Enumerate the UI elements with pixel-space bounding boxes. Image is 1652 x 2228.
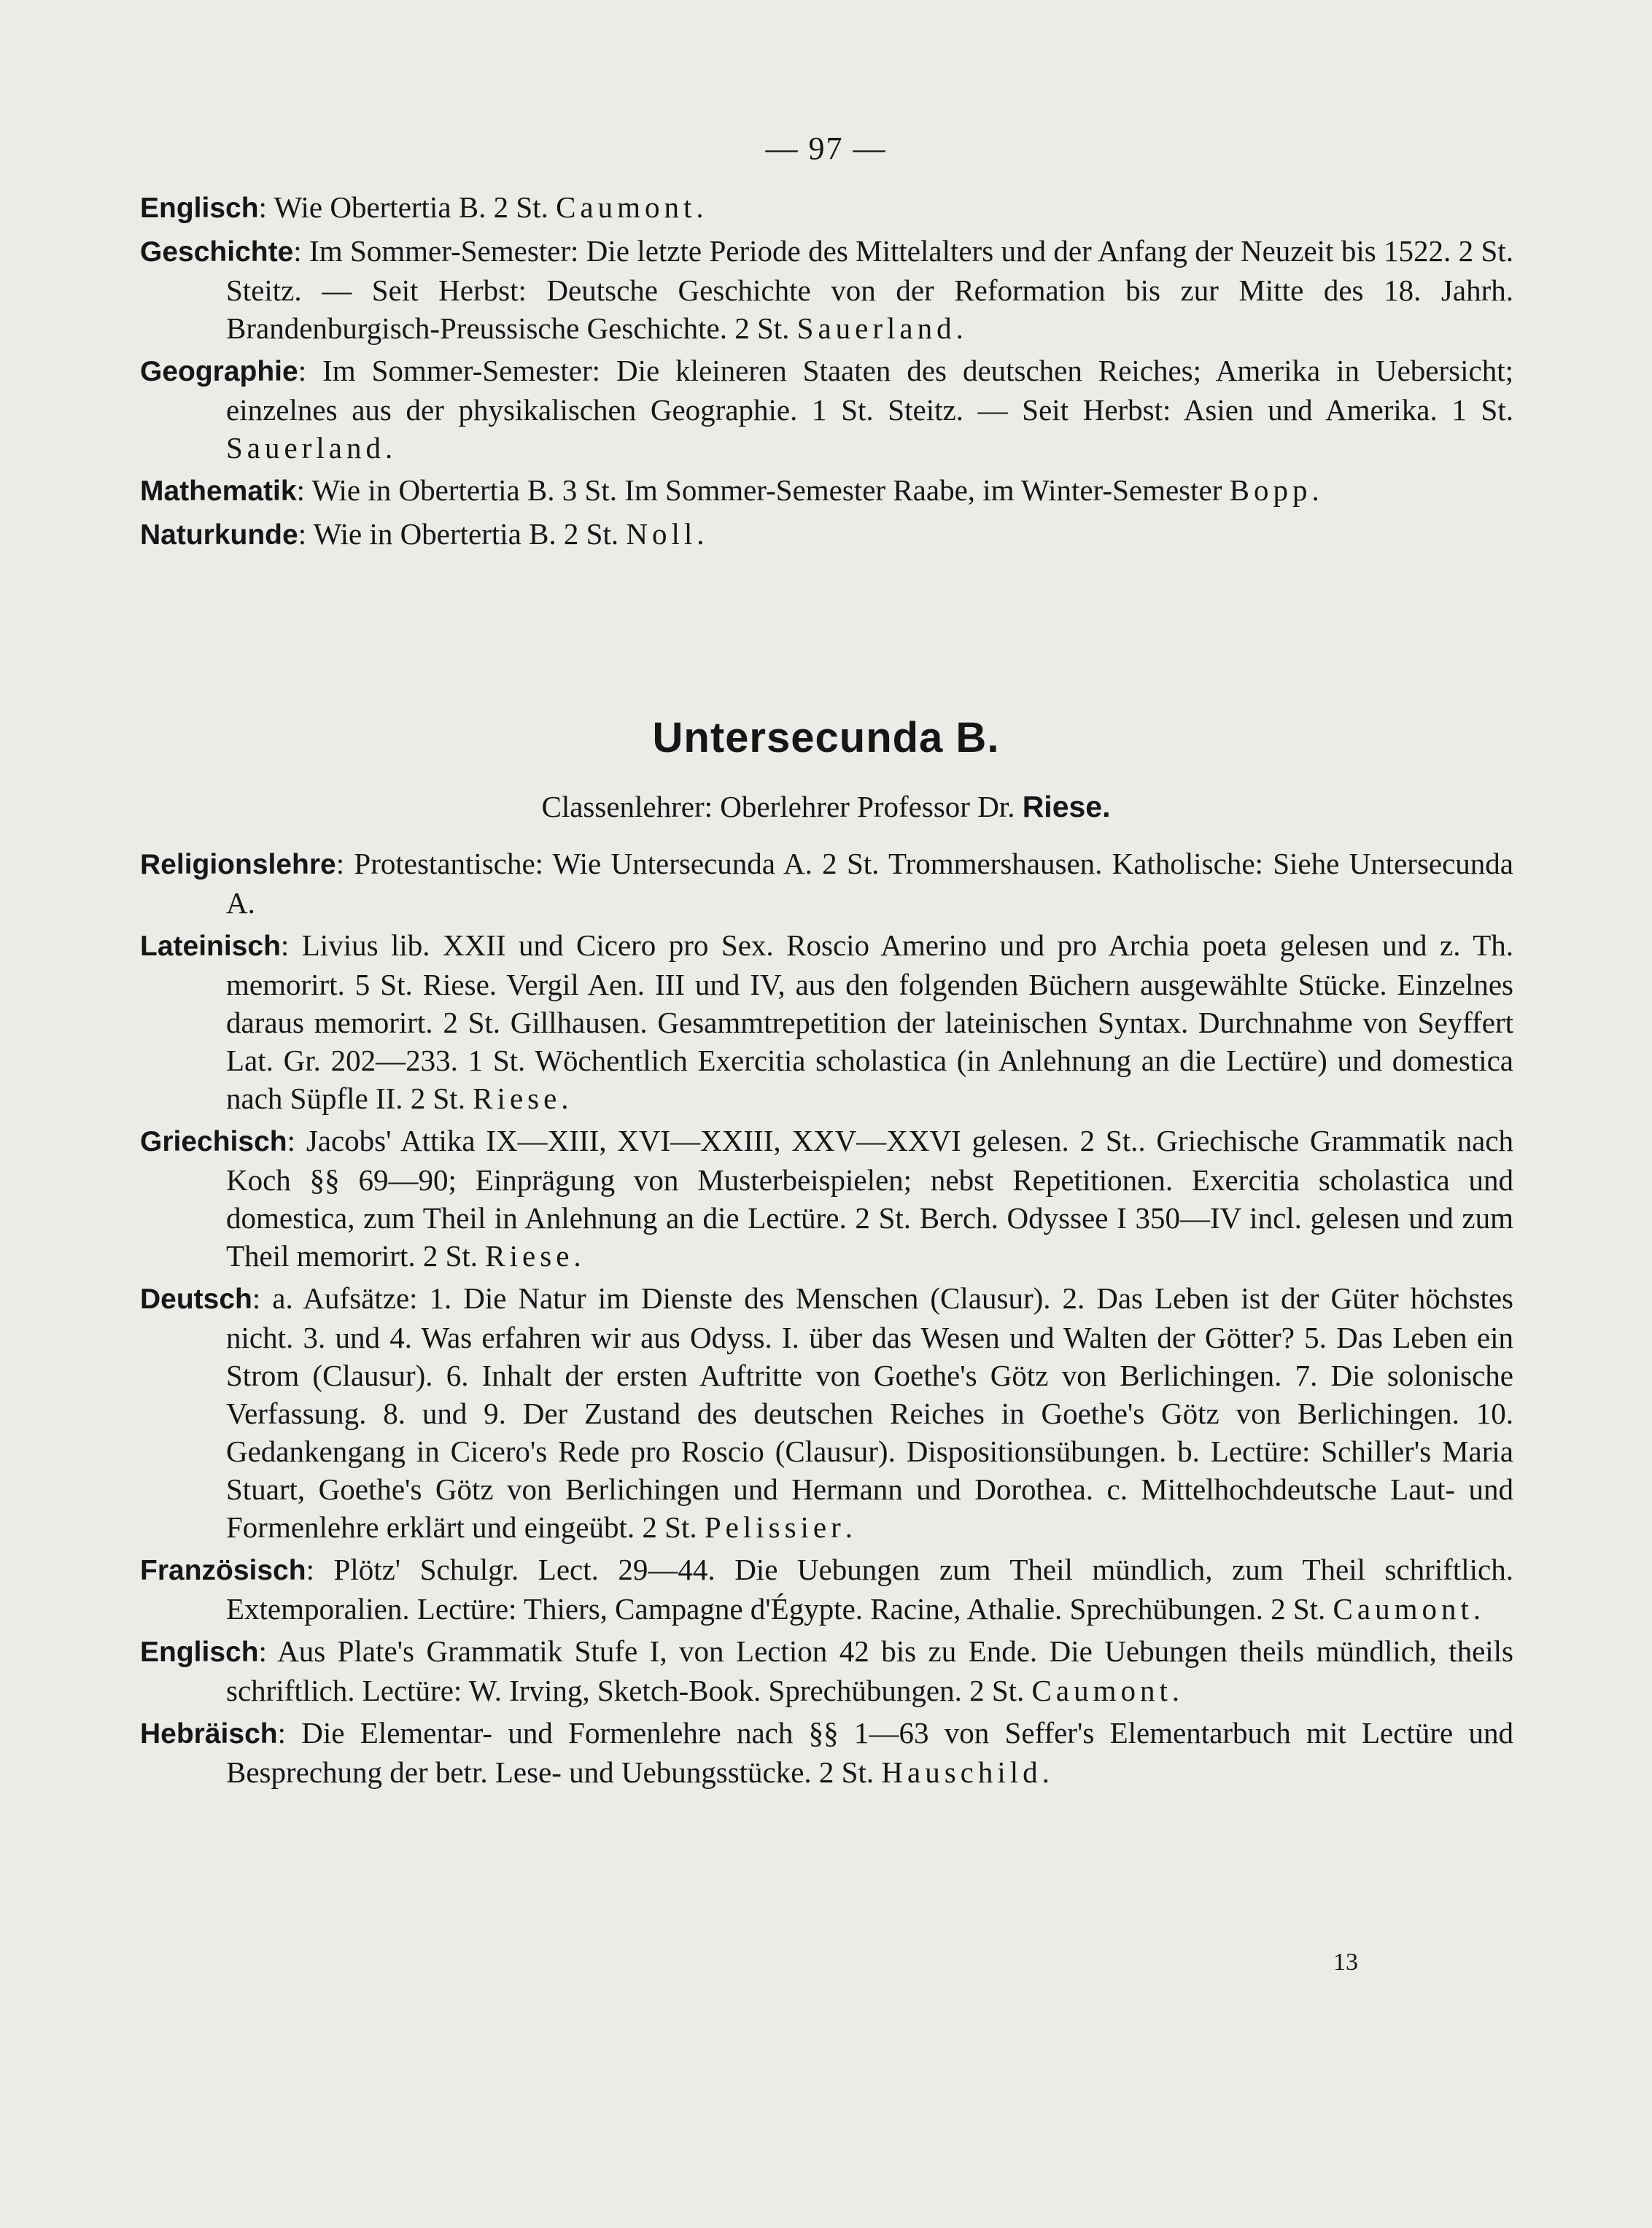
entry-mathematik: Mathematik: Wie in Obertertia B. 3 St. Im Sommer-Semester Raabe, im Winter-Semester Bopp.	[140, 473, 1319, 507]
section-untersecunda-b	[0, 845, 1652, 1791]
entry-englisch-1: Englisch: Wie Obertertia B. 2 St. Caumont.	[140, 190, 704, 224]
signature-mark: 13	[1333, 1949, 1358, 1976]
section-heading: Untersecunda B.	[652, 714, 1000, 761]
entry-religionslehre: Religionslehre: Protestantische: Wie Untersecunda A. 2 St. Trommershausen. Katholische: Siehe Untersecunda A.	[140, 847, 1513, 920]
entry-hebraeisch: Hebräisch: Die Elementar- und Formenlehre nach §§ 1—63 von Seffer's Elementarbuch mit Lectüre und Besprechung der betr. Lese- und Uebungsstücke. 2 St. Hauschild.	[140, 1716, 1513, 1789]
entry-geschichte: Geschichte: Im Sommer-Semester: Die letzte Periode des Mittelalters und der Anfang der Neuzeit bis 1522. 2 St. Steitz. — Seit Herbst: Deutsche Geschichte von der Reformation bis zur Mitte des 18. Jahrh. Brandenburgisch-Preussische Geschichte. 2 St. Sauerland.	[140, 234, 1513, 345]
section-obertertia-continued	[0, 188, 1652, 554]
page-number: — 97 —	[765, 131, 887, 166]
entry-griechisch: Griechisch: Jacobs' Attika IX—XIII, XVI—XXIII, XXV—XXVI gelesen. 2 St.. Griechische Grammatik nach Koch §§ 69—90; Einprägung von Musterbeispielen; nebst Repetitionen. Exercitia scholastica und domestica, zum Theil in Anlehnung an die Lectüre. 2 St. Berch. Odyssee I 350—IV incl. gelesen und zum Theil memorirt. 2 St. Riese.	[140, 1124, 1513, 1273]
entry-naturkunde: Naturkunde: Wie in Obertertia B. 2 St. Noll.	[140, 517, 705, 551]
entry-lateinisch: Lateinisch: Livius lib. XXII und Cicero pro Sex. Roscio Amerino und pro Archia poeta gelesen und z. Th. memorirt. 5 St. Riese. Vergil Aen. III und IV, aus den folgenden Büchern ausgewählte Stücke. Einzelnes daraus memorirt. 2 St. Gillhausen. Gesammtrepetition der lateinischen Syntax. Durchnahme von Seyffert Lat. Gr. 202—233. 1 St. Wöchentlich Exercitia scholastica (in Anlehnung an die Lectüre) und domestica nach Süpfle II. 2 St. Riese.	[140, 928, 1513, 1115]
class-teacher-line: Classenlehrer: Oberlehrer Professor Dr. Riese.	[541, 790, 1111, 823]
entry-geographie: Geographie: Im Sommer-Semester: Die kleineren Staaten des deutschen Reiches; Amerika in Uebersicht; einzelnes aus der physikalischen Geographie. 1 St. Steitz. — Seit Herbst: Asien und Amerika. 1 St. Sauerland.	[140, 354, 1513, 465]
entry-deutsch: Deutsch: a. Aufsätze: 1. Die Natur im Dienste des Menschen (Clausur). 2. Das Leben ist der Güter höchstes nicht. 3. und 4. Was erfahren wir aus Odyss. I. über das Wesen und Walten der Götter? 5. Das Leben ein Strom (Clausur). 6. Inhalt der ersten Auftritte von Goethe's Götz von Berlichingen. 7. Die solonische Verfassung. 8. und 9. Der Zustand des deutschen Reiches in Goethe's Götz von Berlichingen. 10. Gedankengang in Cicero's Rede pro Roscio (Clausur). Dispositionsübungen. b. Lectüre: Schiller's Maria Stuart, Goethe's Götz von Berlichingen und Hermann und Dorothea. c. Mittelhochdeutsche Laut- und Formenlehre erklärt und eingeübt. 2 St. Pelissier.	[140, 1281, 1513, 1544]
entry-franzoesisch: Französisch: Plötz' Schulgr. Lect. 29—44. Die Uebungen zum Theil mündlich, zum Theil schriftlich. Extemporalien. Lectüre: Thiers, Campagne d'Égypte. Racine, Athalie. Sprechübungen. 2 St. Caumont.	[140, 1553, 1513, 1626]
entry-englisch-2: Englisch: Aus Plate's Grammatik Stufe I, von Lection 42 bis zu Ende. Die Uebungen theils mündlich, theils schriftlich. Lectüre: W. Irving, Sketch-Book. Sprechübungen. 2 St. Caumont.	[140, 1634, 1513, 1707]
